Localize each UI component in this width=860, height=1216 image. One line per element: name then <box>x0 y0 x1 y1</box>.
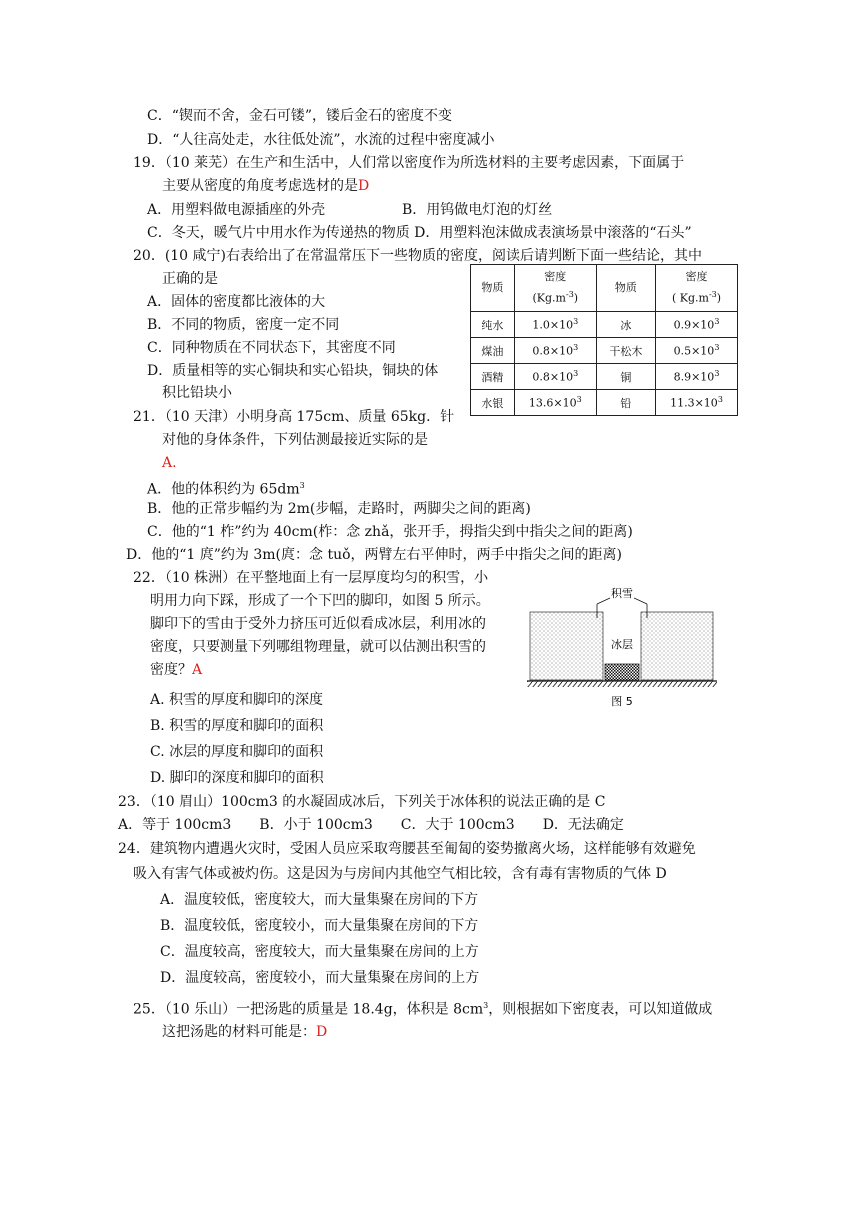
fig-label-ice: 冰层 <box>611 638 633 651</box>
q22-option-b: B. 积雪的厚度和脚印的面积 <box>150 718 324 734</box>
q24-option-a: A．温度较低，密度较大，而大量集聚在房间的下方 <box>160 892 479 908</box>
q20-stem-line2: 正确的是 <box>162 271 218 287</box>
q22-option-c: C. 冰层的厚度和脚印的面积 <box>150 744 324 760</box>
q24-option-d: D．温度较高，密度较小，而大量集聚在房间的上方 <box>160 970 480 986</box>
q22-stem-line2: 明用力向下踩，形成了一个下凹的脚印，如图 5 所示。 <box>150 593 490 609</box>
table-row: 酒精 $0.8\times 10^3$ 铜 $8.9\times 10^3$ <box>471 364 738 390</box>
q22-answer: A <box>192 662 203 678</box>
fig-caption: 图 5 <box>611 695 633 708</box>
q19-answer: D <box>358 178 370 194</box>
table-header-substance: 物质 <box>471 265 515 312</box>
q22-stem-line3: 脚印下的雪由于受外力挤压可近似看成冰层，利用冰的 <box>150 616 486 632</box>
figure-5-snow-footprint <box>527 586 717 714</box>
q18-option-d: D．“人往高处走，水往低处流”，水流的过程中密度减小 <box>147 132 495 148</box>
fig-label-snow: 积雪 <box>611 587 633 600</box>
snow-left-block <box>530 612 603 680</box>
q19-stem-line1: 19．（10 莱芜）在生产和生活中，人们常以密度作为所选材料的主要考虑因素，下面属于 <box>133 155 685 171</box>
q20-option-a: A．固体的密度都比液体的大 <box>147 294 326 310</box>
q25-answer: D <box>316 1024 328 1040</box>
q19-stem-line2: 主要从密度的角度考虑选材的是D <box>162 178 370 194</box>
snow-right-block <box>641 612 713 680</box>
q22-stem-line5: 密度？A <box>150 662 203 678</box>
table-row: 煤油 $0.8\times 10^3$ 干松木 $0.5\times 10^3$ <box>471 338 738 364</box>
snow-footprint-diagram <box>527 586 717 710</box>
q20-stem-line1: 20．(10 咸宁)右表给出了在常温常压下一些物质的密度，阅读后请判断下面一些结论，其中 <box>133 248 703 264</box>
q21-option-c: C．他的“1 柞”约为 40cm(柞：念 zhǎ，张开手，拇指尖到中指尖之间的距离) <box>147 524 633 540</box>
density-table <box>470 264 738 416</box>
q22-stem-line1: 22．（10 株洲）在平整地面上有一层厚度均匀的积雪，小 <box>133 570 489 586</box>
q21-stem-line1: 21．（10 天津）小明身高 175cm、质量 65kg．针 <box>133 409 455 425</box>
q19-option-cd: C．冬天，暖气片中用水作为传递热的物质 D．用塑料泡沫做成表演场景中滚落的“石头” <box>147 225 692 241</box>
ground-hatch <box>527 681 717 687</box>
table-row: 水银 $13.6\times 10^3$ 铅 $11.3\times 10^3$ <box>471 390 738 416</box>
q21-option-b: B．他的正常步幅约为 2m(步幅，走路时，两脚尖之间的距离) <box>147 501 531 517</box>
q19-option-a: A．用塑料做电源插座的外壳 <box>147 202 326 218</box>
table-header-density: 密度 $(Kg.m^{-3})$ <box>514 265 596 312</box>
q20-option-d-line1: D．质量相等的实心铜块和实心铅块，铜块的体 <box>147 363 439 379</box>
q21-option-a: A．他的体积约为 $65dm^3$ <box>147 481 305 498</box>
q22-option-a: A. 积雪的厚度和脚印的深度 <box>150 692 324 708</box>
table-header-substance-2: 物质 <box>596 265 655 312</box>
q21-answer: A. <box>162 455 177 471</box>
ice-layer <box>605 664 639 680</box>
q25-stem-line2: 这把汤匙的材料可能是：D <box>162 1024 328 1040</box>
q23-options: A．等于 100cm3 B．小于 100cm3 C．大于 100cm3 D．无法确定 <box>118 817 624 833</box>
q25-stem-line1: 25．（10 乐山）一把汤匙的质量是 18.4g，体积是 $8cm^3$，则根据如下密度表，可以知道做成 <box>133 1001 713 1018</box>
q21-option-d: D．他的“1 庹”约为 3m(庹：念 tuǒ，两臂左右平伸时，两手中指尖之间的距离) <box>126 547 622 563</box>
q19-option-b: B．用钨做电灯泡的灯丝 <box>402 202 553 218</box>
q24-stem-line1: 24．建筑物内遭遇火灾时，受困人员应采取弯腰甚至匍匐的姿势撤离火场，这样能够有效避免 <box>118 841 696 857</box>
q24-option-c: C．温度较高，密度较大，而大量集聚在房间的上方 <box>160 944 479 960</box>
q20-option-c: C．同种物质在不同状态下，其密度不同 <box>147 340 396 356</box>
q18-option-c: C．“锲而不舍，金石可镂”，镂后金石的密度不变 <box>147 108 453 124</box>
q20-option-b: B．不同的物质，密度一定不同 <box>147 317 340 333</box>
q20-option-d-line2: 积比铅块小 <box>162 385 232 401</box>
q24-stem-line2: 吸入有害气体或被灼伤。这是因为与房间内其他空气相比较，含有毒有害物质的气体 D <box>133 866 667 882</box>
table-row: 纯水 $1.0\times 10^3$ 冰 $0.9\times 10^3$ <box>471 312 738 338</box>
q24-option-b: B．温度较低，密度较小，而大量集聚在房间的下方 <box>160 918 479 934</box>
q22-stem-line4: 密度，只要测量下列哪组物理量，就可以估测出积雪的 <box>150 639 486 655</box>
q21-stem-line2: 对他的身体条件，下列估测最接近实际的是 <box>162 432 428 448</box>
table-header-density-2: 密度 ( $Kg.m^{-3}$) <box>656 265 738 312</box>
q22-option-d: D. 脚印的深度和脚印的面积 <box>150 770 324 786</box>
q23-stem: 23．（10 眉山）100cm3 的水凝固成冰后，下列关于冰体积的说法正确的是 C <box>118 794 606 810</box>
